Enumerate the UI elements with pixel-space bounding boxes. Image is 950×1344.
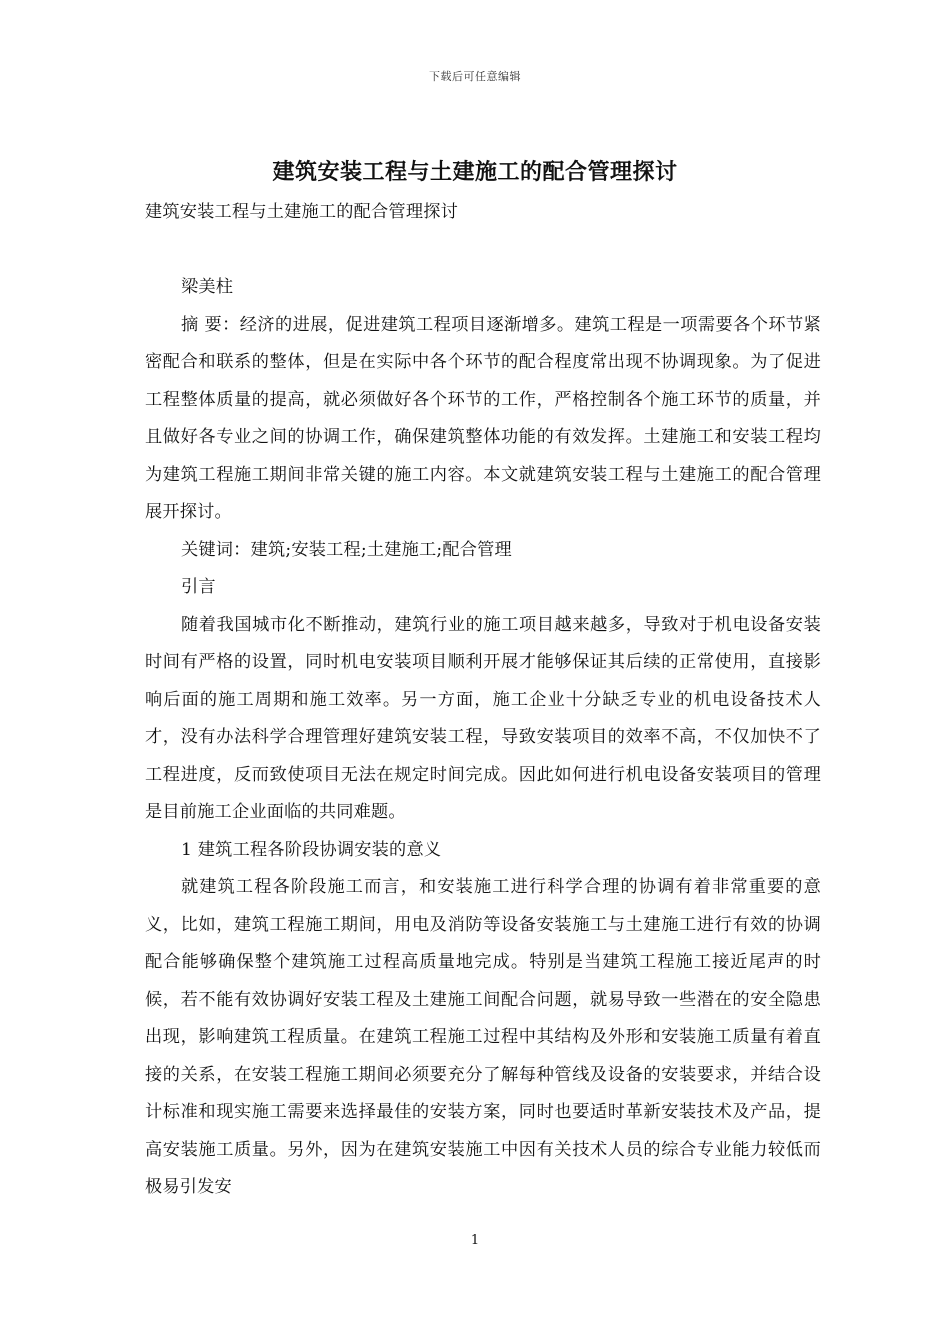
document-subtitle: 建筑安装工程与土建施工的配合管理探讨 — [145, 202, 458, 222]
author-name: 梁美柱 — [181, 277, 234, 297]
abstract-paragraph: 摘 要：经济的进展，促进建筑工程项目逐渐增多。建筑工程是一项需要各个环节紧密配合和联系的整体，但是在实际中各个环节的配合程度常出现不协调现象。为了促进工程整体质量的提高，就必须做好各个环节的工作，严格控制各个施工环节的质量，并且做好各专业之间的协调工作，确保建筑整体功能的有效发挥。土建施工和安装工程均为建筑工程施工期间非常关键的施工内容。本文就建筑安装工程与土建施工的配合管理展开探讨。 — [145, 314, 821, 522]
keywords-line: 关键词：建筑;安装工程;土建施工;配合管理 — [181, 539, 512, 560]
header-note: 下载后可任意编辑 — [429, 70, 521, 83]
document-body — [145, 194, 821, 1207]
page-number: 1 — [470, 1233, 480, 1248]
section-1-paragraph: 就建筑工程各阶段施工而言，和安装施工进行科学合理的协调有着非常重要的意义，比如，建筑工程施工期间，用电及消防等设备安装施工与土建施工进行有效的协调配合能够确保整个建筑施工过程高质量地完成。特别是当建筑工程施工接近尾声的时候，若不能有效协调好安装工程及土建施工间配合问题，就易导致一些潜在的安全隐患出现，影响建筑工程质量。在建筑工程施工过程中其结构及外形和安装施工质量有着直接的关系，在安装工程施工期间必须要充分了解每种管线及设备的安装要求，并结合设计标准和现实施工需要来选择最佳的安装方案，同时也要适时革新安装技术及产品，提高安装施工质量。另外，因为在建筑安装施工中因有关技术人员的综合专业能力较低而极易引发安 — [145, 877, 821, 1197]
intro-heading: 引言 — [181, 577, 216, 597]
section-1-heading: 1 建筑工程各阶段协调安装的意义 — [181, 839, 442, 860]
document-title: 建筑安装工程与土建施工的配合管理探讨 — [272, 159, 678, 185]
intro-paragraph: 随着我国城市化不断推动，建筑行业的施工项目越来越多，导致对于机电设备安装时间有严格的设置，同时机电安装项目顺利开展才能够保证其后续的正常使用，直接影响后面的施工周期和施工效率。另一方面，施工企业十分缺乏专业的机电设备技术人才，没有办法科学合理管理好建筑安装工程，导致安装项目的效率不高，不仅加快不了工程进度，反而致使项目无法在规定时间完成。因此如何进行机电设备安装项目的管理是目前施工企业面临的共同难题。 — [145, 614, 821, 822]
